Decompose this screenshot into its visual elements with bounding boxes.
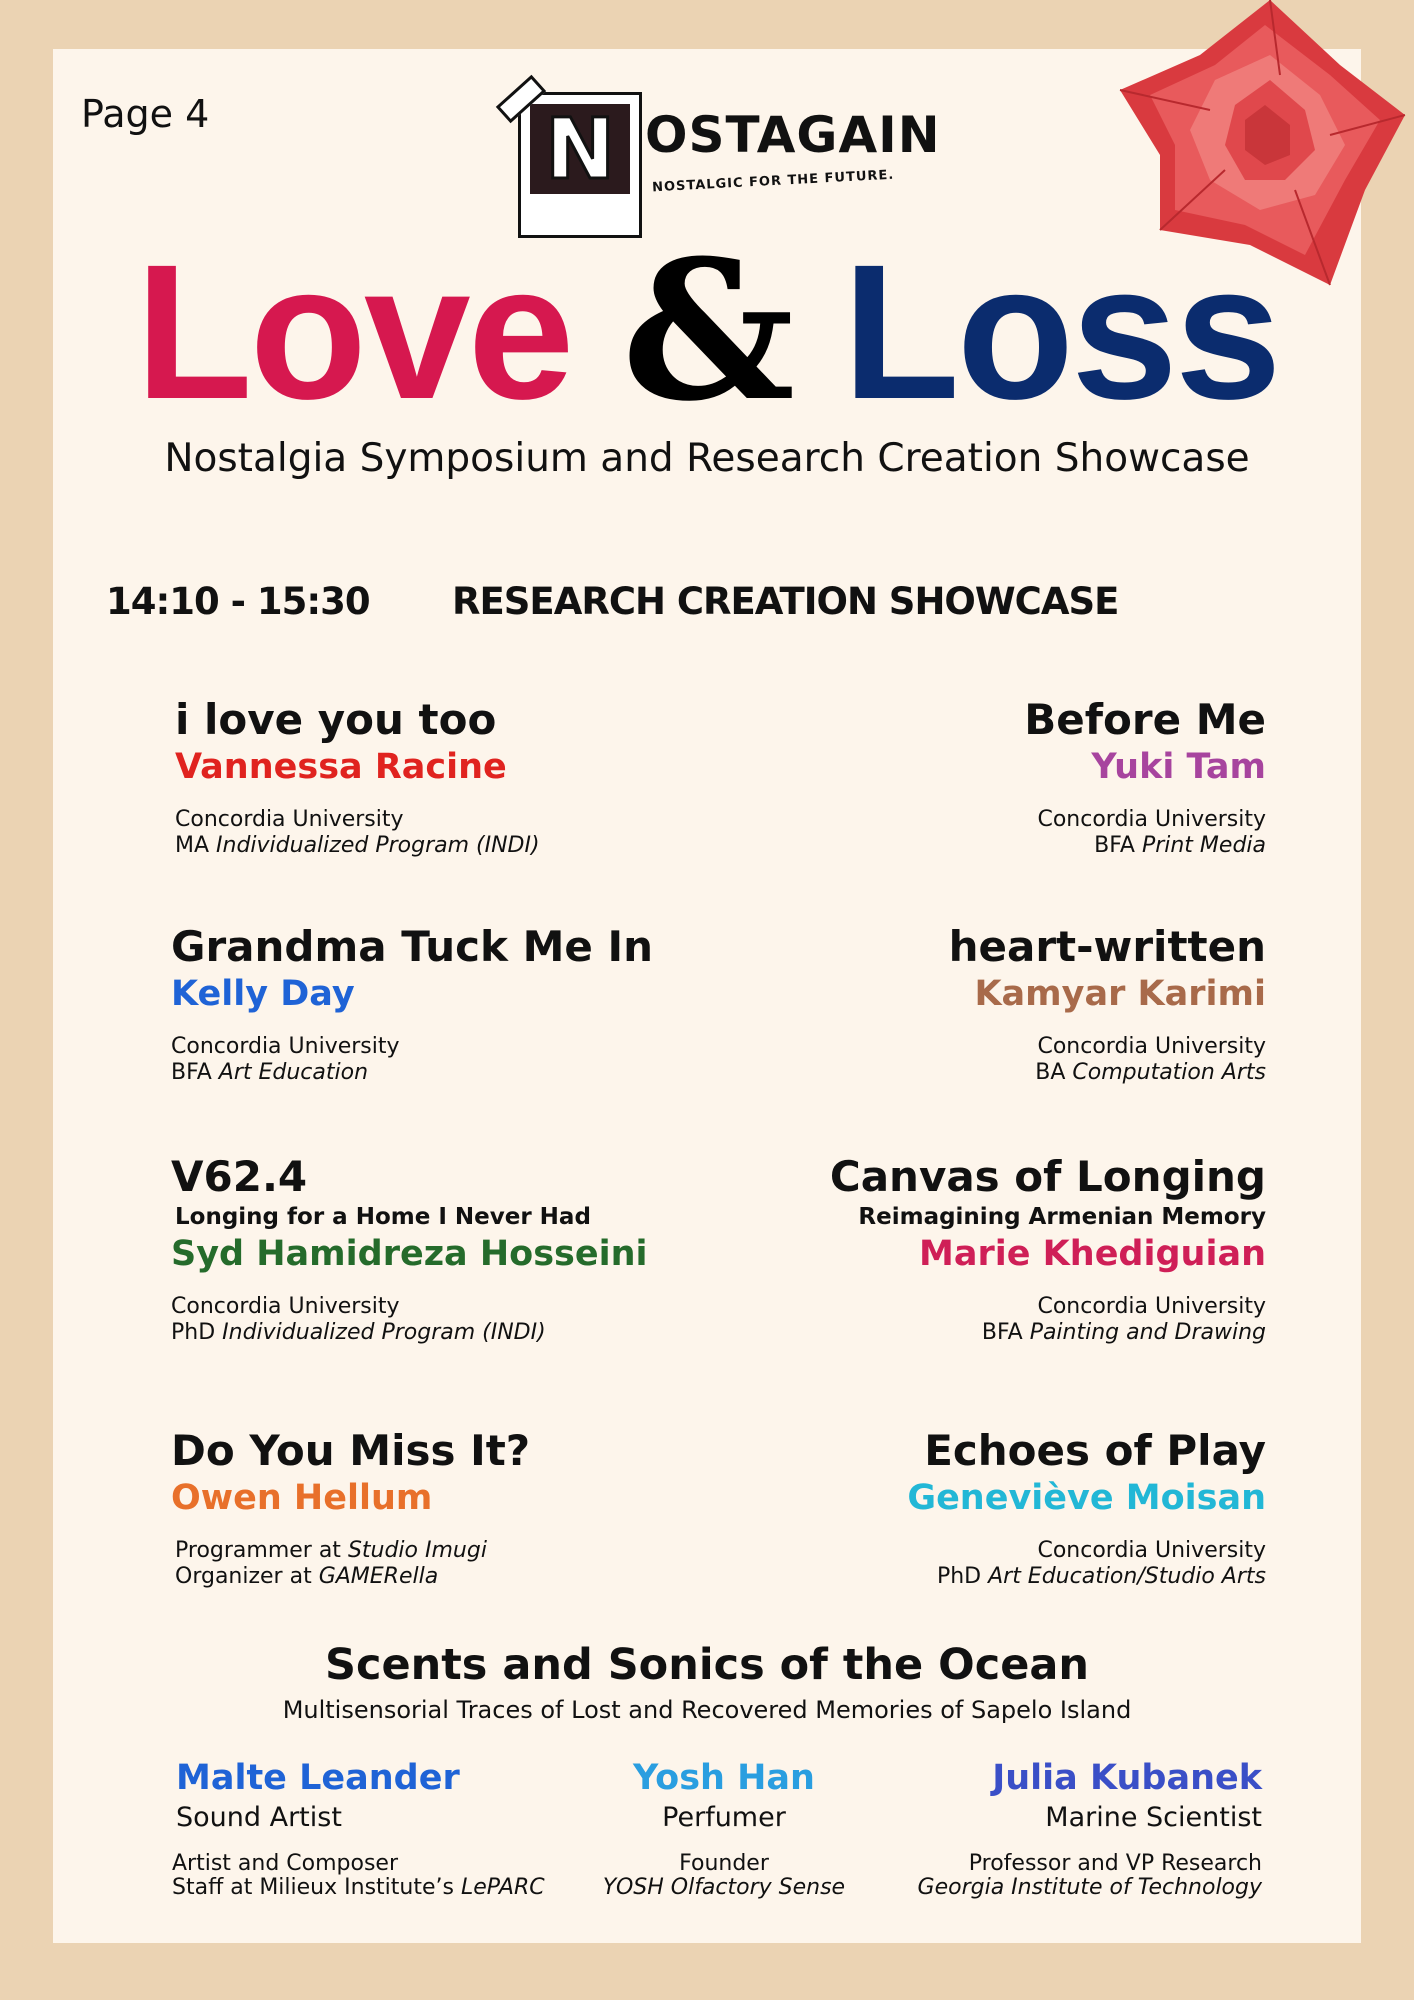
showcase-entry	[171, 1152, 731, 1346]
entry-program: PhD Individualized Program (INDI)	[171, 1320, 546, 1345]
main-title	[0, 219, 1414, 444]
entry-affiliation: Concordia University	[1037, 1538, 1266, 1563]
page-label: Page 4	[81, 92, 210, 136]
entry-affiliation: Programmer at Studio Imugi	[175, 1538, 487, 1563]
entry-affiliation: Concordia University	[1037, 1034, 1266, 1059]
entry-title: i love you too	[175, 695, 497, 744]
entry-program: BFA Painting and Drawing	[981, 1320, 1266, 1345]
collab-subtitle: Multisensorial Traces of Lost and Recovered Memories of Sapelo Island	[282, 1696, 1132, 1724]
logo-letter: N	[545, 100, 614, 198]
entry-artist: Yuki Tam	[1091, 747, 1266, 787]
title-ampersand: &	[621, 219, 793, 444]
entry-artist: Kelly Day	[171, 974, 355, 1014]
entry-program: BA Computation Arts	[1035, 1060, 1266, 1085]
entry-title: Canvas of Longing	[829, 1152, 1266, 1201]
entry-title: Before Me	[1024, 695, 1266, 744]
entry-program: Organizer at GAMERella	[175, 1564, 439, 1589]
entry-artist: Vannessa Racine	[175, 747, 507, 787]
logo-polaroid	[518, 92, 642, 238]
entry-affiliation: Concordia University	[171, 1294, 400, 1319]
entry-artist: Marie Khediguian	[919, 1234, 1266, 1274]
showcase-entry	[706, 695, 1266, 859]
entry-artist: Owen Hellum	[171, 1478, 433, 1518]
person-name: Julia Kubanek	[992, 1758, 1262, 1798]
entry-affiliation: Concordia University	[171, 1034, 400, 1059]
showcase-entry	[706, 1426, 1266, 1590]
showcase-entry	[175, 695, 735, 859]
entry-program: PhD Art Education/Studio Arts	[936, 1564, 1266, 1589]
entry-artist: Syd Hamidreza Hosseini	[171, 1234, 648, 1274]
entry-program: MA Individualized Program (INDI)	[175, 833, 540, 858]
entry-affiliation: Concordia University	[1037, 807, 1266, 832]
person-role: Perfumer	[662, 1802, 786, 1833]
showcase-entry	[171, 1426, 731, 1590]
entry-program: BFA Art Education	[171, 1060, 369, 1085]
person-organization: YOSH Olfactory Sense	[602, 1875, 846, 1900]
logo-wordmark: OSTAGAIN	[645, 106, 941, 164]
person-organization: Georgia Institute of Technology	[917, 1875, 1262, 1900]
entry-affiliation: Concordia University	[1037, 1294, 1266, 1319]
person-role: Marine Scientist	[1045, 1802, 1262, 1833]
person-name: Yosh Han	[633, 1758, 815, 1798]
entry-artist: Kamyar Karimi	[974, 974, 1266, 1014]
entry-title: Grandma Tuck Me In	[171, 922, 654, 971]
nostagain-logo	[497, 78, 941, 238]
entry-subtitle: Reimagining Armenian Memory	[858, 1204, 1266, 1230]
person-affiliation: Artist and Composer	[172, 1851, 399, 1876]
entry-title: V62.4	[171, 1152, 308, 1201]
showcase-entry	[706, 922, 1266, 1086]
event-subtitle: Nostalgia Symposium and Research Creation Showcase	[164, 436, 1250, 481]
person-organization: Staff at Milieux Institute’s LePARC	[172, 1875, 545, 1900]
collab-person	[842, 1756, 1262, 1900]
person-role: Sound Artist	[176, 1802, 342, 1833]
entry-subtitle: Longing for a Home I Never Had	[175, 1204, 591, 1230]
entry-title: heart-written	[948, 922, 1266, 971]
session-time: 14:10 - 15:30	[106, 580, 370, 623]
person-name: Malte Leander	[176, 1758, 460, 1798]
collab-title: Scents and Sonics of the Ocean	[324, 1640, 1089, 1690]
title-loss: Loss	[842, 224, 1279, 439]
entry-title: Do You Miss It?	[171, 1426, 531, 1475]
entry-affiliation: Concordia University	[175, 807, 404, 832]
title-love: Love	[135, 224, 572, 439]
session-label: RESEARCH CREATION SHOWCASE	[452, 580, 1119, 623]
showcase-entry	[706, 1152, 1266, 1346]
logo-tagline: NOSTALGIC FOR THE FUTURE.	[651, 167, 895, 196]
person-affiliation: Professor and VP Research	[968, 1851, 1262, 1876]
entry-title: Echoes of Play	[924, 1426, 1266, 1475]
entry-program: BFA Print Media	[1094, 833, 1266, 858]
showcase-entry	[171, 922, 731, 1086]
entry-artist: Geneviève Moisan	[907, 1478, 1266, 1518]
person-affiliation: Founder	[679, 1851, 769, 1876]
